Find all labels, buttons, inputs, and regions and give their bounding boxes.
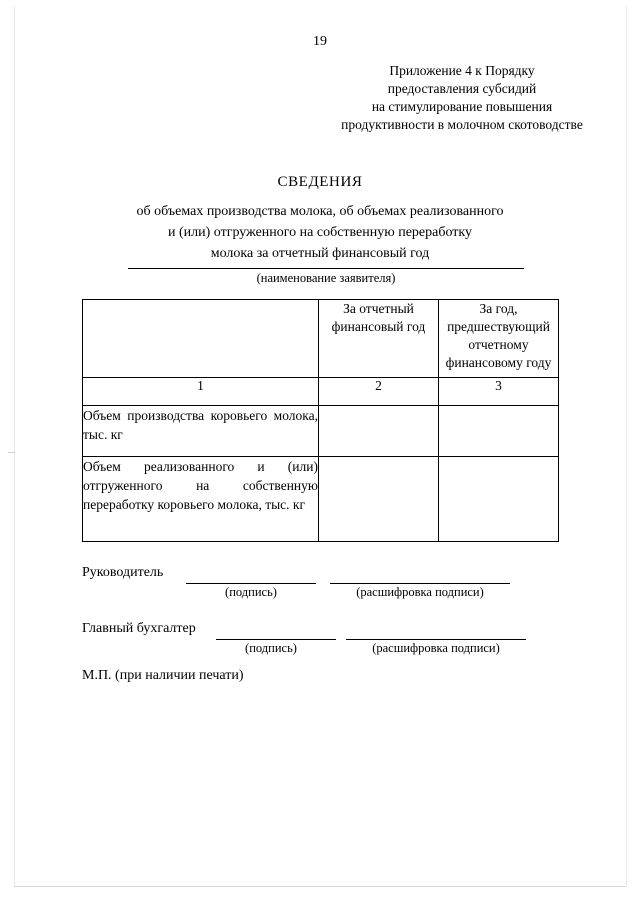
appendix-line-2: предоставления субсидий	[387, 81, 537, 96]
table-header-row	[83, 300, 559, 378]
row-2-previous-year-value[interactable]	[439, 457, 559, 542]
appendix-reference	[332, 62, 592, 134]
applicant-name-caption: (наименование заявителя)	[256, 271, 396, 285]
table-header-current-year: За отчетный финансовый год	[319, 300, 439, 378]
scan-margin-tick	[8, 452, 15, 453]
document-title-block	[70, 172, 570, 264]
row-2-current-year-value[interactable]	[319, 457, 439, 542]
signature-row-head	[82, 565, 558, 607]
appendix-line-1: Приложение 4 к Порядку	[389, 63, 535, 78]
stamp-note: М.П. (при наличии печати)	[82, 668, 244, 683]
transcript-caption-accountant: (расшифровка подписи)	[372, 641, 500, 655]
signature-label-accountant: Главный бухгалтер	[82, 621, 196, 636]
page-title: СВЕДЕНИЯ	[277, 174, 363, 190]
table-header-previous-year: За год, предшествующий отчетному финансовому году	[439, 300, 559, 378]
signature-caption-accountant: (подпись)	[245, 641, 297, 655]
signature-line-head[interactable]	[186, 582, 316, 584]
scan-edge-bottom	[14, 886, 626, 887]
volumes-table	[82, 299, 559, 542]
signature-line-accountant[interactable]	[216, 638, 336, 640]
signature-caption-head: (подпись)	[225, 585, 277, 599]
transcript-caption-head: (расшифровка подписи)	[356, 585, 484, 599]
applicant-name-blank-line[interactable]	[128, 267, 524, 269]
appendix-line-3: на стимулирование повышения	[371, 99, 553, 114]
appendix-line-4: продуктивности в молочном скотоводстве	[341, 117, 583, 132]
table-row	[83, 457, 559, 542]
signature-label-head: Руководитель	[82, 565, 164, 580]
subtitle-line-3: молока за отчетный финансовый год	[210, 246, 430, 261]
transcript-line-accountant[interactable]	[346, 638, 526, 640]
row-1-current-year-value[interactable]	[319, 406, 439, 457]
table-header-indicator	[83, 300, 319, 378]
table-number-row	[83, 378, 559, 406]
table-row	[83, 406, 559, 457]
row-1-indicator: Объем производства коровьего молока, тыс. кг	[83, 406, 319, 457]
page-number: 19	[313, 34, 327, 49]
signature-row-accountant	[82, 621, 558, 663]
row-1-previous-year-value[interactable]	[439, 406, 559, 457]
row-2-indicator: Объем реализованного и (или) отгруженного на собственную переработку коровьего молока, тыс. кг	[83, 457, 319, 542]
column-number-3: 3	[439, 378, 559, 406]
transcript-line-head[interactable]	[330, 582, 510, 584]
scan-edge-left	[14, 6, 15, 886]
subtitle-line-2: и (или) отгруженного на собственную переработку	[167, 225, 473, 240]
subtitle-line-1: об объемах производства молока, об объемах реализованного	[136, 204, 504, 219]
signature-block	[82, 565, 558, 663]
column-number-2: 2	[319, 378, 439, 406]
scan-edge-right	[626, 6, 627, 886]
column-number-1: 1	[83, 378, 319, 406]
